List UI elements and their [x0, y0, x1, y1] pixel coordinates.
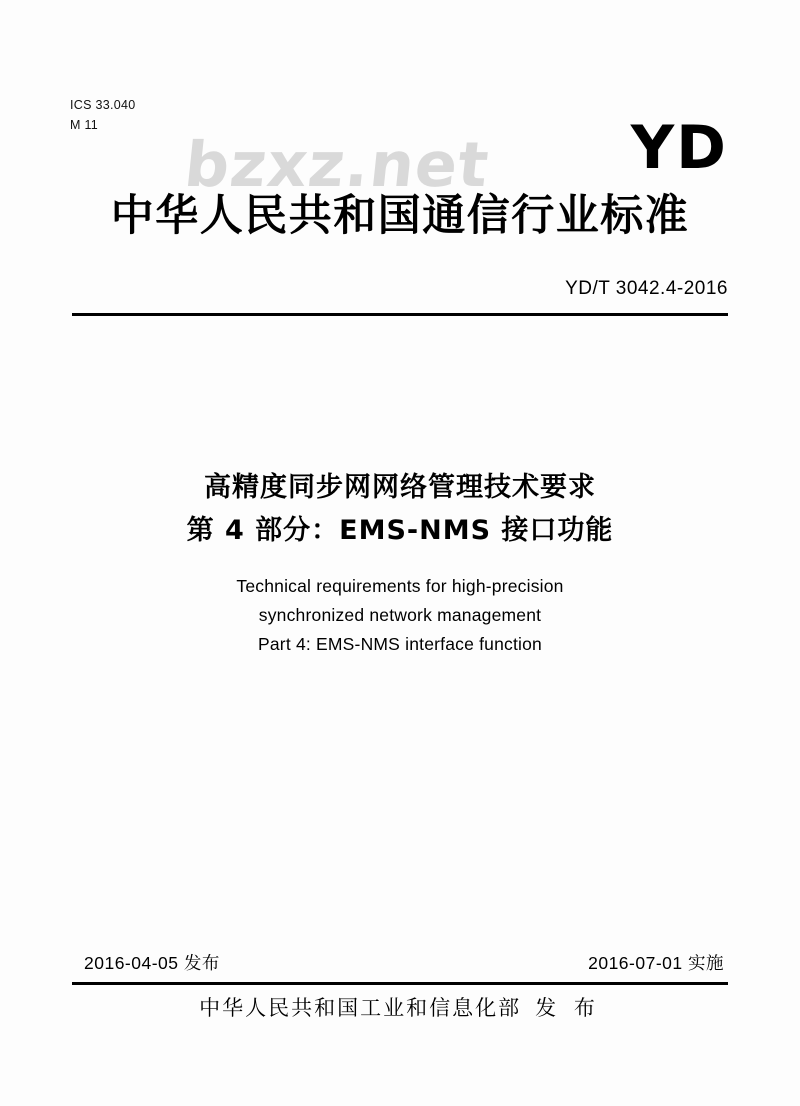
ics-classification-block [70, 95, 136, 135]
publisher-block [0, 992, 800, 1022]
document-title-en-line3: Part 4: EMS-NMS interface function [258, 634, 542, 654]
issue-date: 2016-04-05 发布 [84, 953, 220, 973]
ics-code: ICS 33.040 [70, 98, 136, 112]
national-standard-title: 中华人民共和国通信行业标准 [110, 191, 690, 241]
watermark-text: bzxz.net [181, 128, 493, 201]
document-title-cn [0, 466, 800, 552]
document-title-cn-line1: 高精度同步网网络管理技术要求 [204, 472, 596, 503]
header-divider [72, 313, 728, 316]
yd-logo: YD [630, 113, 728, 183]
document-title-en-line2: synchronized network management [258, 605, 542, 625]
document-title-en [0, 572, 800, 659]
standard-number: YD/T 3042.4-2016 [565, 278, 728, 299]
footer-divider [72, 982, 728, 985]
effective-date: 2016-07-01 实施 [588, 953, 724, 973]
classification-code: M 11 [70, 118, 99, 132]
document-title-cn-line2: 第 4 部分：EMS-NMS 接口功能 [186, 515, 614, 546]
publisher-verb: 发 布 [535, 997, 601, 1020]
publisher-name: 中华人民共和国工业和信息化部 [199, 997, 522, 1020]
document-title-en-line1: Technical requirements for high-precision [236, 576, 564, 596]
